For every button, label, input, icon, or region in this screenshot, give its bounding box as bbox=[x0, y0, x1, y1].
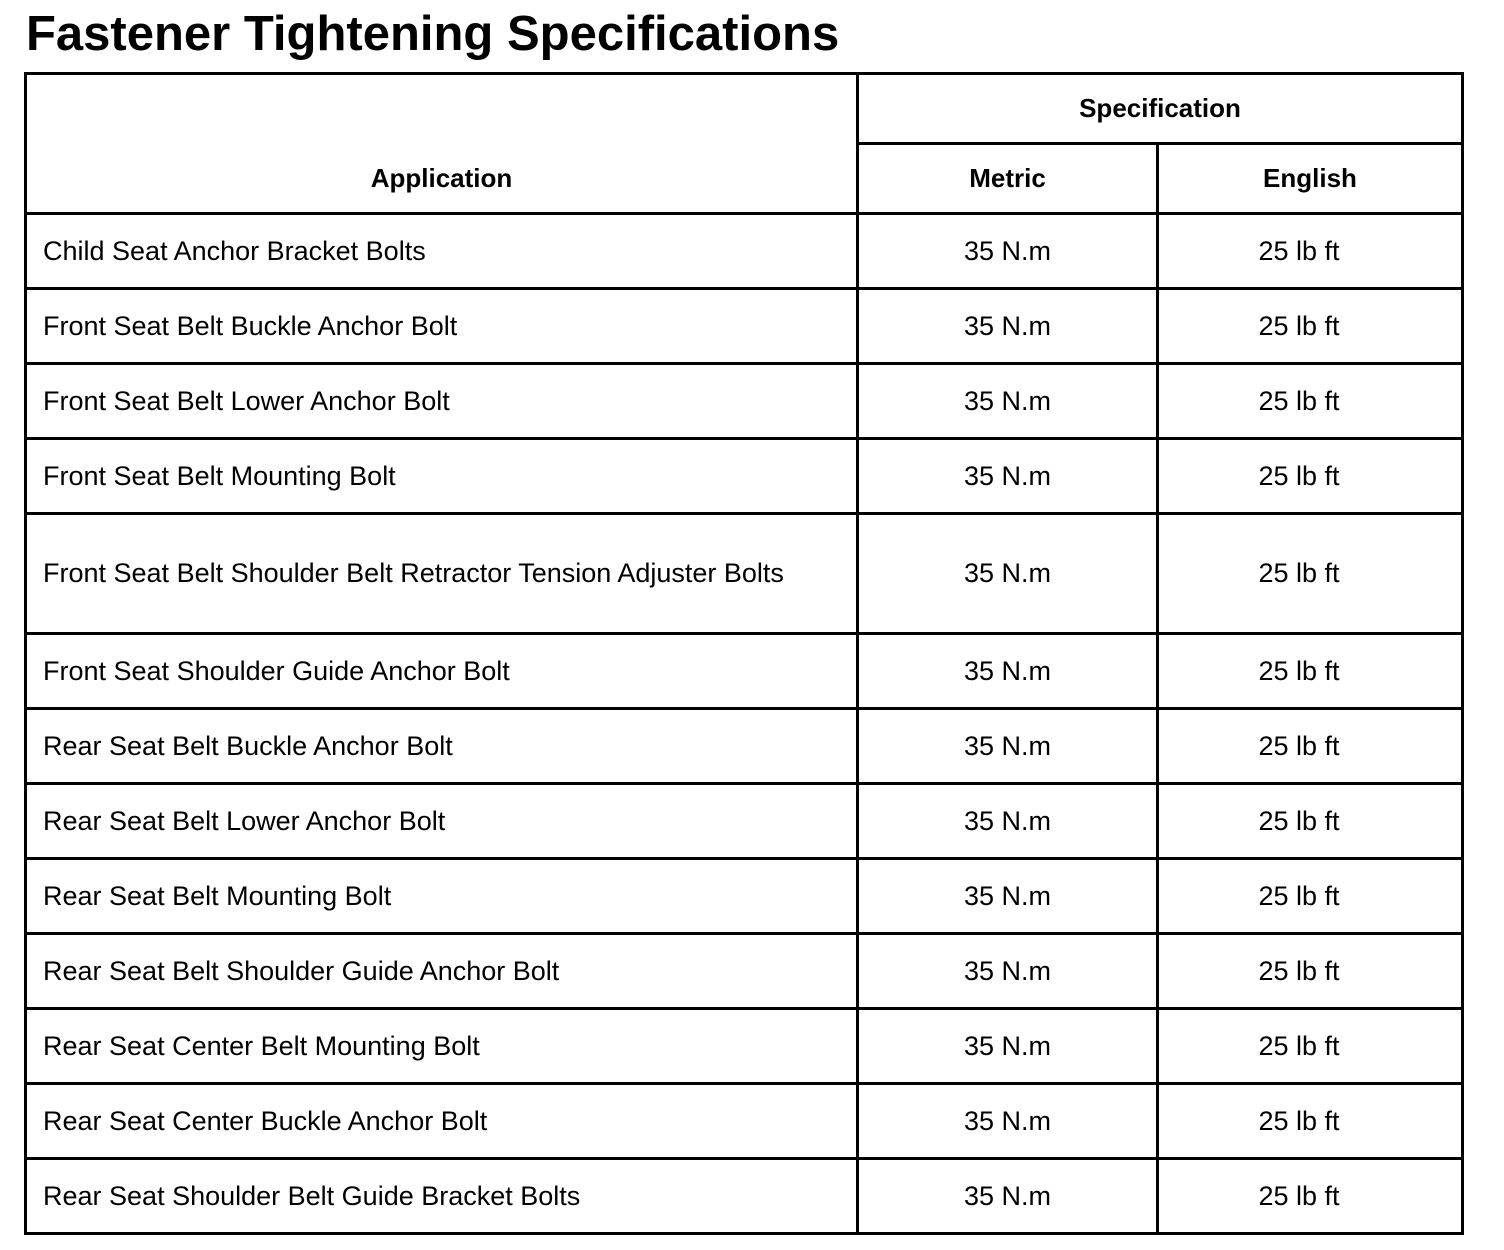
application-cell: Child Seat Anchor Bracket Bolts bbox=[26, 214, 858, 289]
table-row bbox=[26, 784, 1463, 859]
table-row bbox=[26, 859, 1463, 934]
application-cell: Rear Seat Belt Lower Anchor Bolt bbox=[26, 784, 858, 859]
english-cell: 25 lb ft bbox=[1158, 1159, 1463, 1234]
metric-cell: 35 N.m bbox=[858, 439, 1158, 514]
english-cell: 25 lb ft bbox=[1158, 634, 1463, 709]
table-row bbox=[26, 934, 1463, 1009]
page-title: Fastener Tightening Specifications bbox=[26, 7, 840, 61]
english-cell: 25 lb ft bbox=[1158, 214, 1463, 289]
english-cell: 25 lb ft bbox=[1158, 439, 1463, 514]
english-cell: 25 lb ft bbox=[1158, 709, 1463, 784]
table-row bbox=[26, 634, 1463, 709]
english-cell: 25 lb ft bbox=[1158, 859, 1463, 934]
application-cell: Rear Seat Center Buckle Anchor Bolt bbox=[26, 1084, 858, 1159]
table-row bbox=[26, 289, 1463, 364]
metric-cell: 35 N.m bbox=[858, 214, 1158, 289]
table-row bbox=[26, 1159, 1463, 1234]
metric-cell: 35 N.m bbox=[858, 1084, 1158, 1159]
fastener-spec-table bbox=[24, 72, 1464, 1235]
table-row bbox=[26, 709, 1463, 784]
application-cell: Rear Seat Belt Shoulder Guide Anchor Bolt bbox=[26, 934, 858, 1009]
metric-cell: 35 N.m bbox=[858, 514, 1158, 634]
application-cell: Front Seat Belt Buckle Anchor Bolt bbox=[26, 289, 858, 364]
metric-cell: 35 N.m bbox=[858, 934, 1158, 1009]
table-row bbox=[26, 1009, 1463, 1084]
metric-cell: 35 N.m bbox=[858, 1159, 1158, 1234]
application-cell: Front Seat Belt Lower Anchor Bolt bbox=[26, 364, 858, 439]
application-cell: Rear Seat Belt Buckle Anchor Bolt bbox=[26, 709, 858, 784]
table-body bbox=[26, 214, 1463, 1234]
table-row bbox=[26, 439, 1463, 514]
table-row bbox=[26, 364, 1463, 439]
column-header-specification: Specification bbox=[858, 74, 1463, 144]
metric-cell: 35 N.m bbox=[858, 634, 1158, 709]
english-cell: 25 lb ft bbox=[1158, 1009, 1463, 1084]
application-cell: Rear Seat Center Belt Mounting Bolt bbox=[26, 1009, 858, 1084]
column-header-application: Application bbox=[26, 74, 858, 214]
metric-cell: 35 N.m bbox=[858, 1009, 1158, 1084]
english-cell: 25 lb ft bbox=[1158, 784, 1463, 859]
english-cell: 25 lb ft bbox=[1158, 364, 1463, 439]
metric-cell: 35 N.m bbox=[858, 364, 1158, 439]
application-cell: Rear Seat Belt Mounting Bolt bbox=[26, 859, 858, 934]
english-cell: 25 lb ft bbox=[1158, 289, 1463, 364]
table-row bbox=[26, 1084, 1463, 1159]
metric-cell: 35 N.m bbox=[858, 289, 1158, 364]
metric-cell: 35 N.m bbox=[858, 709, 1158, 784]
header-row-top bbox=[26, 74, 1463, 144]
application-cell: Front Seat Shoulder Guide Anchor Bolt bbox=[26, 634, 858, 709]
table-row bbox=[26, 214, 1463, 289]
application-cell: Front Seat Belt Shoulder Belt Retractor Tension Adjuster Bolts bbox=[26, 514, 858, 634]
application-cell: Front Seat Belt Mounting Bolt bbox=[26, 439, 858, 514]
metric-cell: 35 N.m bbox=[858, 859, 1158, 934]
english-cell: 25 lb ft bbox=[1158, 1084, 1463, 1159]
column-header-english: English bbox=[1158, 144, 1463, 214]
application-cell: Rear Seat Shoulder Belt Guide Bracket Bolts bbox=[26, 1159, 858, 1234]
english-cell: 25 lb ft bbox=[1158, 514, 1463, 634]
table-header bbox=[26, 74, 1463, 214]
english-cell: 25 lb ft bbox=[1158, 934, 1463, 1009]
metric-cell: 35 N.m bbox=[858, 784, 1158, 859]
table-row bbox=[26, 514, 1463, 634]
column-header-metric: Metric bbox=[858, 144, 1158, 214]
